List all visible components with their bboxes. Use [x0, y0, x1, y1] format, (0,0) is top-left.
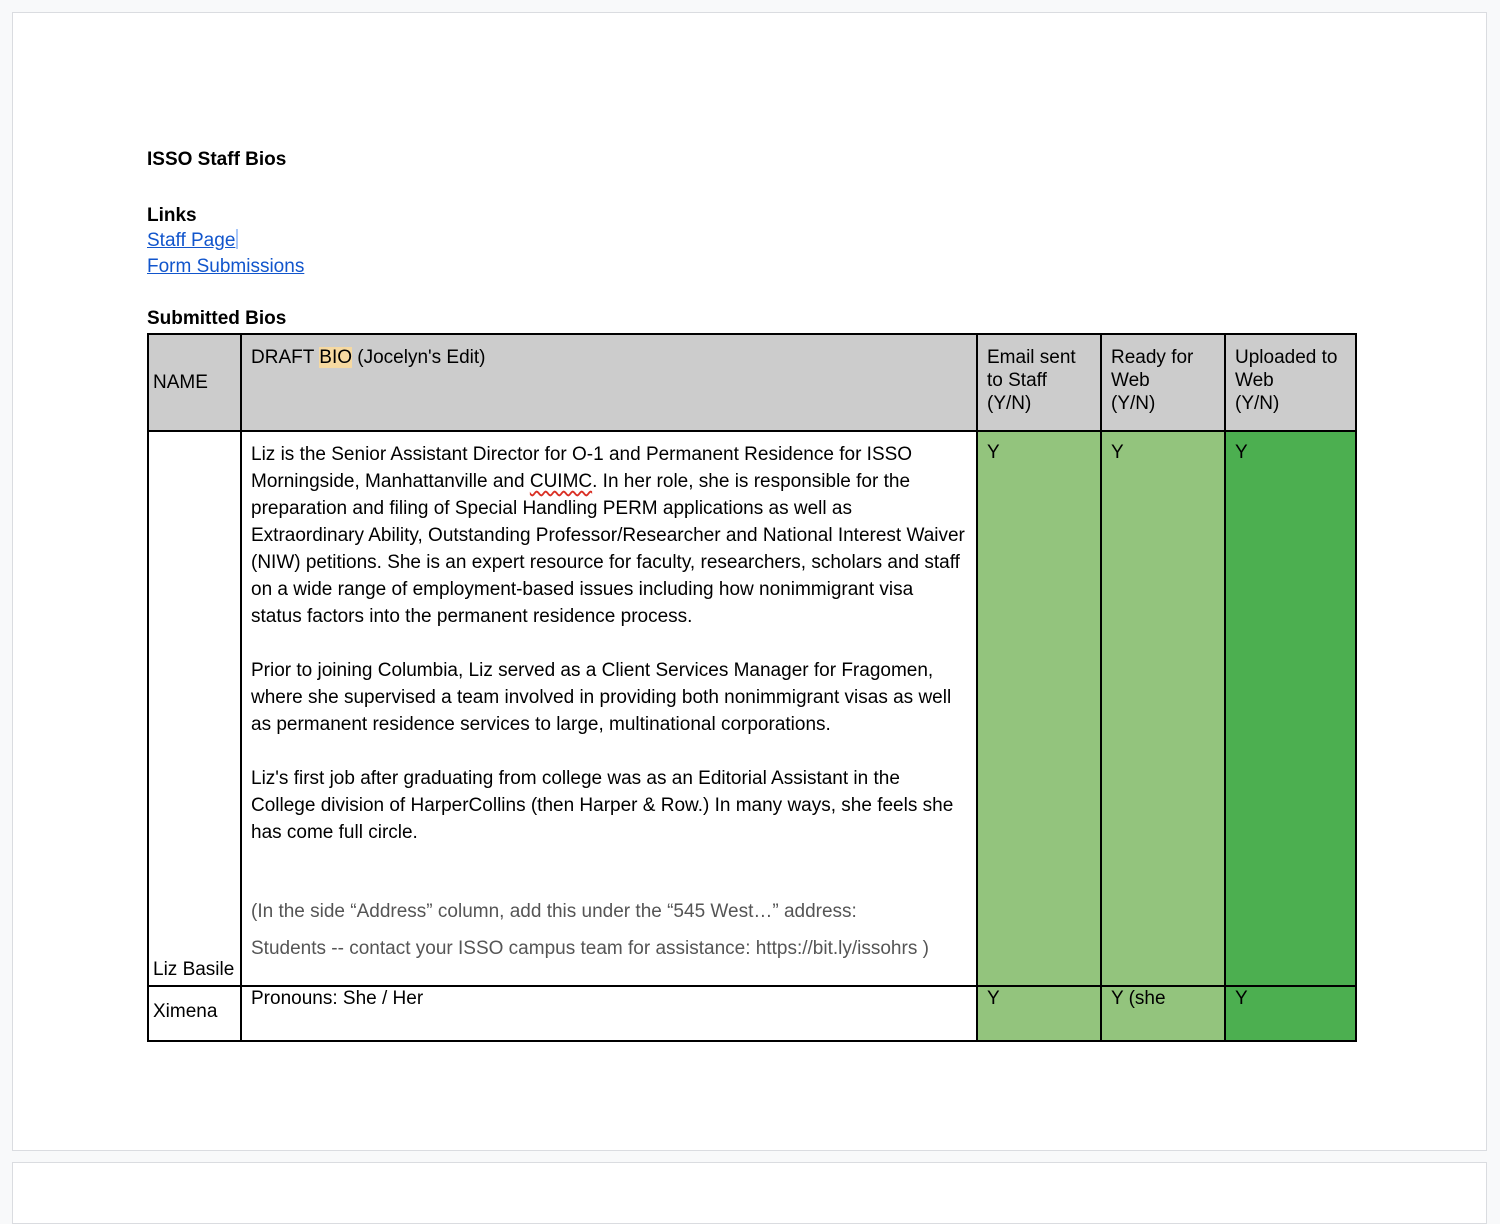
bio-cell[interactable]: Pronouns: She / Her [241, 986, 977, 1041]
table-row [148, 431, 1356, 986]
uploaded-header-line: (Y/N) [1235, 393, 1280, 414]
misspelled-word[interactable]: CUIMC [529, 471, 593, 492]
submitted-bios-heading: Submitted Bios [147, 308, 287, 329]
bio-text: Liz is the Senior Assistant Director for O-1 and Permanent Residence for ISSO Morningside, Manhattanville and [251, 444, 913, 492]
table-header-row [148, 334, 1356, 431]
name-cell[interactable]: Ximena [148, 986, 241, 1041]
bio-paragraph: Liz's first job after graduating from college was as an Editorial Assistant in the College division of HarperCollins (then Harper & Row.) In many ways, she feels she has come full circle. [251, 768, 954, 843]
address-note: (In the side “Address” column, add this under the “545 West…” address: [251, 901, 857, 922]
document-body [147, 148, 1357, 1042]
bio-cell[interactable] [241, 431, 977, 986]
bio-paragraph [251, 441, 968, 630]
table-row [148, 986, 1356, 1041]
email-sent-cell[interactable]: Y [977, 986, 1101, 1041]
text-cursor [236, 229, 238, 249]
email-sent-column-header[interactable] [977, 334, 1101, 431]
uploaded-header-line: Web [1235, 370, 1274, 391]
email-header-line: Email sent [987, 347, 1076, 368]
uploaded-header-line: Uploaded to [1235, 347, 1338, 368]
draft-bio-header-suffix: (Jocelyn's Edit) [352, 347, 486, 368]
staff-page-link-label: Staff Page [147, 230, 236, 251]
email-header-line: to Staff [987, 370, 1047, 391]
document-title: ISSO Staff Bios [147, 149, 287, 170]
bio-paragraph: Prior to joining Columbia, Liz served as a Client Services Manager for Fragomen, where she supervised a team involved in providing both nonimmigrant visas as well as permanent residence services to large, multinational corporations. [251, 660, 952, 735]
draft-bio-header-prefix: DRAFT [251, 347, 320, 368]
bio-text: . In her role, she is responsible for the preparation and filing of Special Handling PERM applications as well as Extraordinary Ability, Outstanding Professor/Researcher and National Interest Waiver (NIW) petitions. She is an expert resource for faculty, researchers, scholars and staff on a wide range of employment-based issues including how nonimmigrant visa status factors into the permanent residence process. [251, 471, 965, 627]
staff-page-link[interactable] [147, 228, 238, 254]
email-header-line: (Y/N) [987, 393, 1032, 414]
bio-highlight: BIO [319, 347, 352, 368]
ready-for-web-column-header[interactable] [1101, 334, 1225, 431]
next-document-page [12, 1162, 1487, 1224]
ready-for-web-cell[interactable]: Y [1101, 431, 1225, 986]
address-note: Students -- contact your ISSO campus team for assistance: https://bit.ly/issohrs ) [251, 938, 929, 959]
links-list [147, 228, 1357, 280]
uploaded-to-web-cell[interactable]: Y [1225, 986, 1356, 1041]
ready-header-line: Web [1111, 370, 1150, 391]
ready-header-line: (Y/N) [1111, 393, 1156, 414]
form-submissions-link[interactable]: Form Submissions [147, 256, 305, 277]
draft-bio-column-header[interactable] [241, 334, 977, 431]
bios-table [147, 333, 1357, 1042]
ready-for-web-cell[interactable]: Y (she [1101, 986, 1225, 1041]
links-heading: Links [147, 205, 197, 226]
uploaded-to-web-cell[interactable]: Y [1225, 431, 1356, 986]
document-page [12, 12, 1487, 1151]
ready-header-line: Ready for [1111, 347, 1194, 368]
uploaded-to-web-column-header[interactable] [1225, 334, 1356, 431]
name-cell[interactable]: Liz Basile [148, 431, 241, 986]
email-sent-cell[interactable]: Y [977, 431, 1101, 986]
name-column-header[interactable]: NAME [148, 334, 241, 431]
